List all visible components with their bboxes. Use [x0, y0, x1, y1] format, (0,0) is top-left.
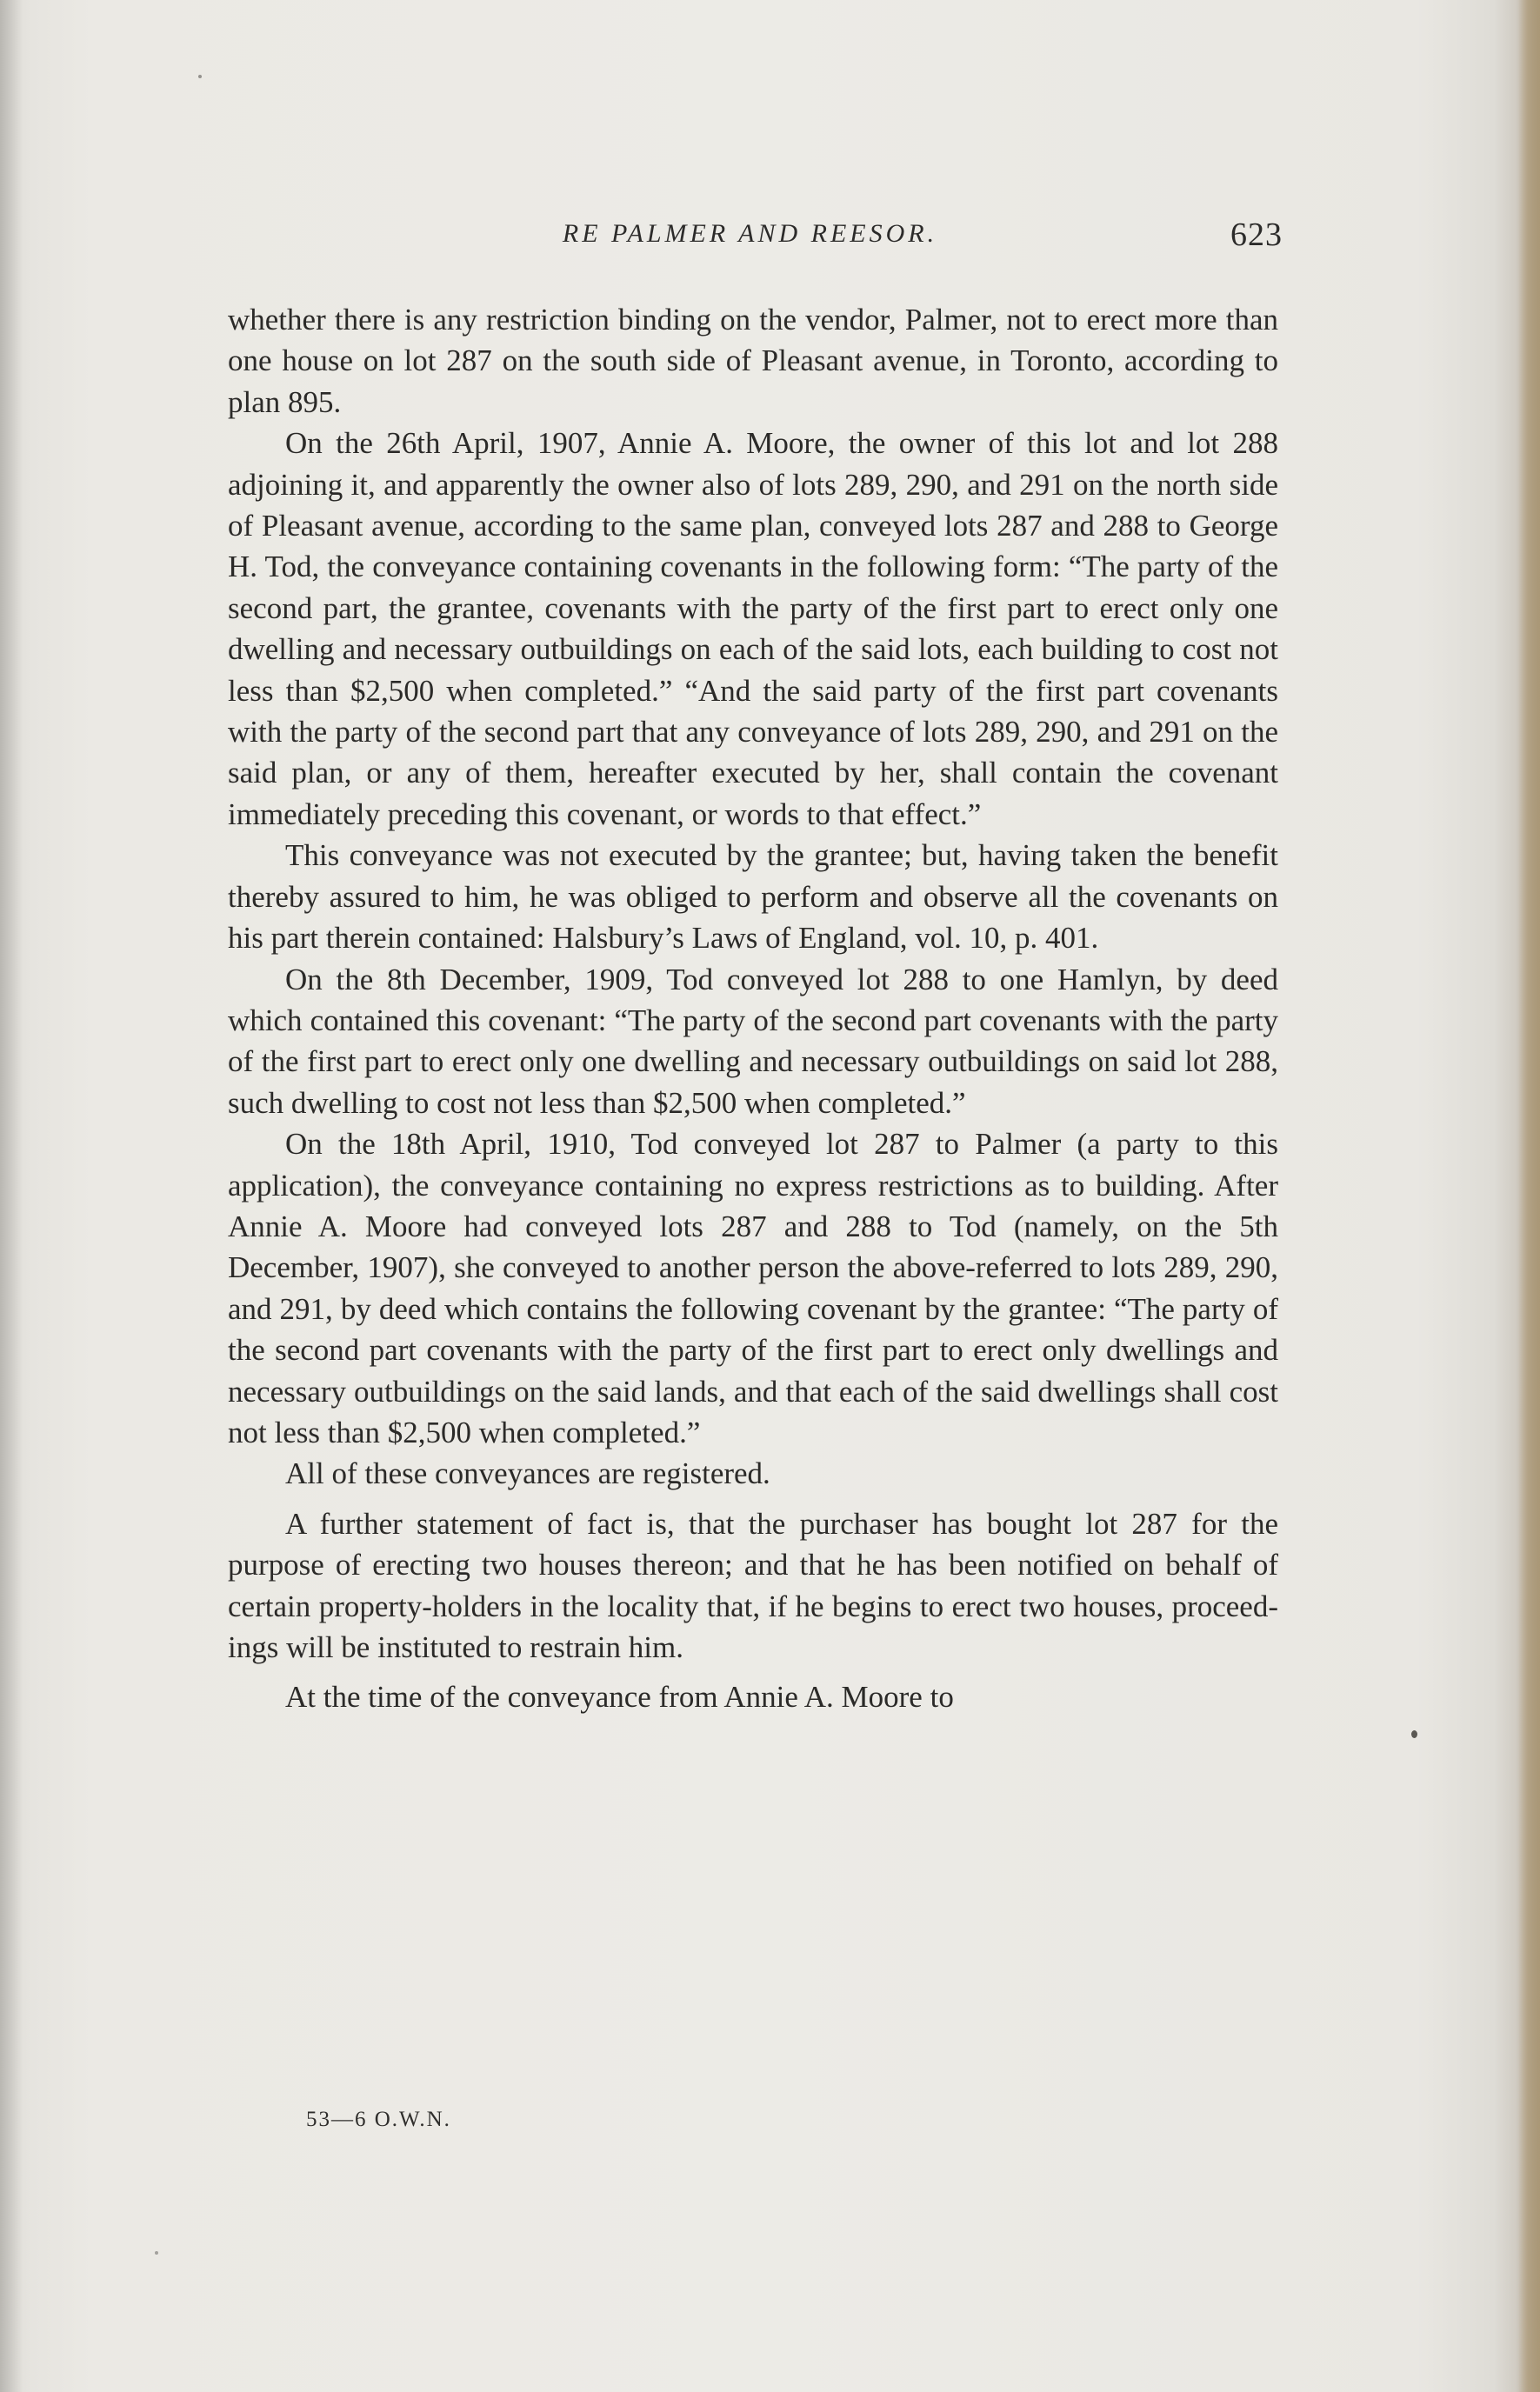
paragraph: All of these conveyances are registered.	[285, 1456, 770, 1491]
signature-mark: 53—6 O.W.N.	[306, 2108, 451, 2131]
paper-speck	[155, 2251, 158, 2255]
paragraph: On the 18th April, 1910, Tod conveyed lot 287 to Palmer (a party to this application), the conveyance containing no express restrictions as to building. After Annie A. Moore had conveyed lots 287 and 288 to Tod (namely, on the 5th December, 1907), she conveyed to another person the above-referred to lots 289, 290, and 291, by deed which contains the following covenant by the grantee: “The party of the second part covenants with the party of the first part to erect only dwellings and necessary outbuildings on the said lands, and that each of the said dwellings shall cost not less than $2,500 when completed.”	[228, 1127, 1278, 1449]
paragraph-continued: whether there is any restriction binding on the vendor, Palmer, not to erect more than one house on lot 287 on the south side of Pleasant avenue, in Toronto, according to plan 895.	[228, 303, 1278, 419]
paragraph: This conveyance was not executed by the grantee; but, having taken the benefit thereby assured to him, he was obliged to perform and observe all the covenants on his part therein contained: Halsbury’s Laws of England, vol. 10, p. 401.	[228, 838, 1278, 956]
paper-speck	[198, 75, 202, 78]
page-number: 623	[1230, 217, 1283, 253]
running-head	[217, 216, 1283, 259]
paragraph: On the 8th December, 1909, Tod conveyed lot 288 to one Hamlyn, by deed which contained this covenant: “The party of the second part covenants with the party of the first part to erect only one dwelling and necessary outbuildings on said lot 288, such dwelling to cost not less than $2,500 when completed.”	[228, 962, 1278, 1120]
running-title: RE PALMER AND REESOR.	[562, 219, 938, 248]
paragraph: At the time of the conveyance from Annie A. Moore to	[285, 1680, 954, 1715]
body-text	[228, 299, 1278, 1718]
spine-shadow	[0, 0, 23, 2392]
paragraph: A further statement of fact is, that the purchaser has bought lot 287 for the purpose of erecting two houses thereon; and that he has been notified on behalf of certain property-holders in the locality that, if he begins to erect two houses, proceedings will be instituted to restrain him.	[228, 1506, 1278, 1664]
paragraph: On the 26th April, 1907, Annie A. Moore, the owner of this lot and lot 288 adjoining it, and apparently the owner also of lots 289, 290, and 291 on the north side of Pleasant avenue, according to the same plan, conveyed lots 287 and 288 to George H. Tod, the conveyance containing covenants in the following form: “The party of the second part, the grantee, covenants with the party of the first part to erect only one dwelling and necessary outbuildings on each of the said lots, each building to cost not less than $2,500 when completed.” “And the said party of the first part covenants with the party of the second part that any conveyance of lots 289, 290, and 291 on the said plan, or any of them, hereafter executed by her, shall contain the covenant immediately preceding this covenant, or words to that effect.”	[228, 426, 1278, 831]
page-edge	[1516, 0, 1540, 2392]
paper-speck	[1411, 1730, 1417, 1738]
